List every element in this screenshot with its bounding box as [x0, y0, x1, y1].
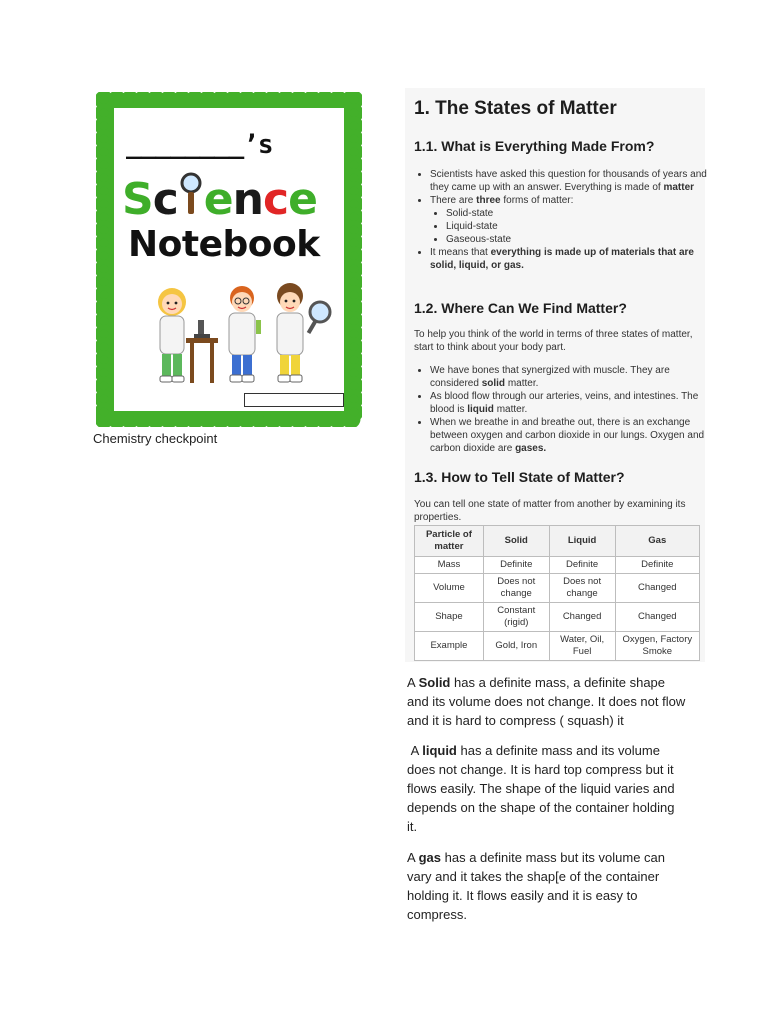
table-cell: Gold, Iron: [483, 632, 549, 661]
table-row: [415, 557, 700, 574]
table-cell: Does not change: [483, 574, 549, 603]
list-item: • Scientists have asked this question for thousands of years and they came up with an answer. Everything is made of matter: [430, 168, 718, 194]
table-cell: Changed: [615, 603, 699, 632]
boy-magnifier-scientist-icon: [277, 283, 330, 382]
section-1-3-heading: 1.3. How to Tell State of Matter?: [414, 469, 625, 485]
section-1-2-heading: 1.2. Where Can We Find Matter?: [414, 300, 627, 316]
section-1-1-heading: 1.1. What is Everything Made From?: [414, 138, 655, 154]
table-cell: Constant (rigid): [483, 603, 549, 632]
notebook-title: Notebook: [128, 224, 320, 265]
science-title: Sc ence: [122, 174, 317, 225]
section-1-2-list: [414, 364, 718, 455]
name-blank-line: ________’s: [126, 130, 273, 160]
science-notebook-cover: [96, 92, 362, 427]
liquid-paragraph: A liquid has a definite mass and its volume does not change. It is hard top compress but it flows easily. The shape of the liquid varies and depends on the shape of the container holding it.: [407, 743, 675, 834]
table-cell: Mass: [415, 557, 484, 574]
table-header: Solid: [483, 526, 549, 557]
table-cell: Volume: [415, 574, 484, 603]
table-cell: Example: [415, 632, 484, 661]
table-cell: Changed: [549, 603, 615, 632]
list-item: • Gaseous-state: [446, 233, 718, 246]
table-header: Liquid: [549, 526, 615, 557]
section-1-2-intro: To help you think of the world in terms of three states of matter, start to think about your body part.: [414, 329, 693, 353]
table-row: [415, 632, 700, 661]
list-item: • When we breathe in and breathe out, there is an exchange between oxygen and carbon dioxide in our lungs. Oxygen and carbon dioxide are gases.: [430, 416, 718, 455]
kids-scientists-illustration: [150, 280, 340, 392]
table-cell: Definite: [483, 557, 549, 574]
section-1-3-intro: You can tell one state of matter from another by examining its properties.: [414, 499, 686, 523]
scallop: [347, 405, 361, 419]
list-item: • It means that everything is made up of materials that are solid, liquid, or gas.: [430, 246, 718, 272]
scallop: [97, 405, 111, 419]
forms-of-matter-list: [430, 207, 718, 246]
table-header: Gas: [615, 526, 699, 557]
gas-paragraph: A gas has a definite mass but its volume can vary and it takes the shap[e of the container holding it. It flows easily and it is easy to compress.: [407, 850, 666, 922]
solid-paragraph: A Solid has a definite mass, a definite shape and its volume does not change. It does not flow and it is hard to compress ( squash) it: [407, 675, 686, 728]
table-cell: Definite: [549, 557, 615, 574]
magnifier-i-icon: [178, 172, 204, 227]
list-item: • We have bones that synergized with muscle. They are considered solid matter.: [430, 364, 718, 390]
list-item: • Liquid-state: [446, 220, 718, 233]
table-row: [415, 574, 700, 603]
table-cell: Definite: [615, 557, 699, 574]
cover-caption: Chemistry checkpoint: [93, 431, 218, 446]
table-cell: Water, Oil, Fuel: [549, 632, 615, 661]
table-cell: Oxygen, Factory Smoke: [615, 632, 699, 661]
section-1-1-list: [414, 168, 718, 272]
table-cell: Does not change: [549, 574, 615, 603]
properties-table: [414, 525, 700, 661]
states-of-matter-worksheet: [405, 88, 705, 662]
table-header: Particle of matter: [415, 526, 484, 557]
list-item: • There are three forms of matter: • Solid-state • Liquid-state • Gaseous-state: [430, 194, 718, 246]
microscope-icon: [186, 320, 218, 383]
list-item: • Solid-state: [446, 207, 718, 220]
list-item: • As blood flow through our arteries, veins, and intestines. The blood is liquid matter.: [430, 390, 718, 416]
worksheet-title: 1. The States of Matter: [414, 98, 617, 119]
table-row: [415, 603, 700, 632]
girl-scientist-icon: [158, 288, 186, 382]
table-cell: Changed: [615, 574, 699, 603]
name-box: [244, 393, 344, 407]
table-header-row: [415, 526, 700, 557]
table-cell: Shape: [415, 603, 484, 632]
boy-scientist-icon: [229, 286, 261, 382]
